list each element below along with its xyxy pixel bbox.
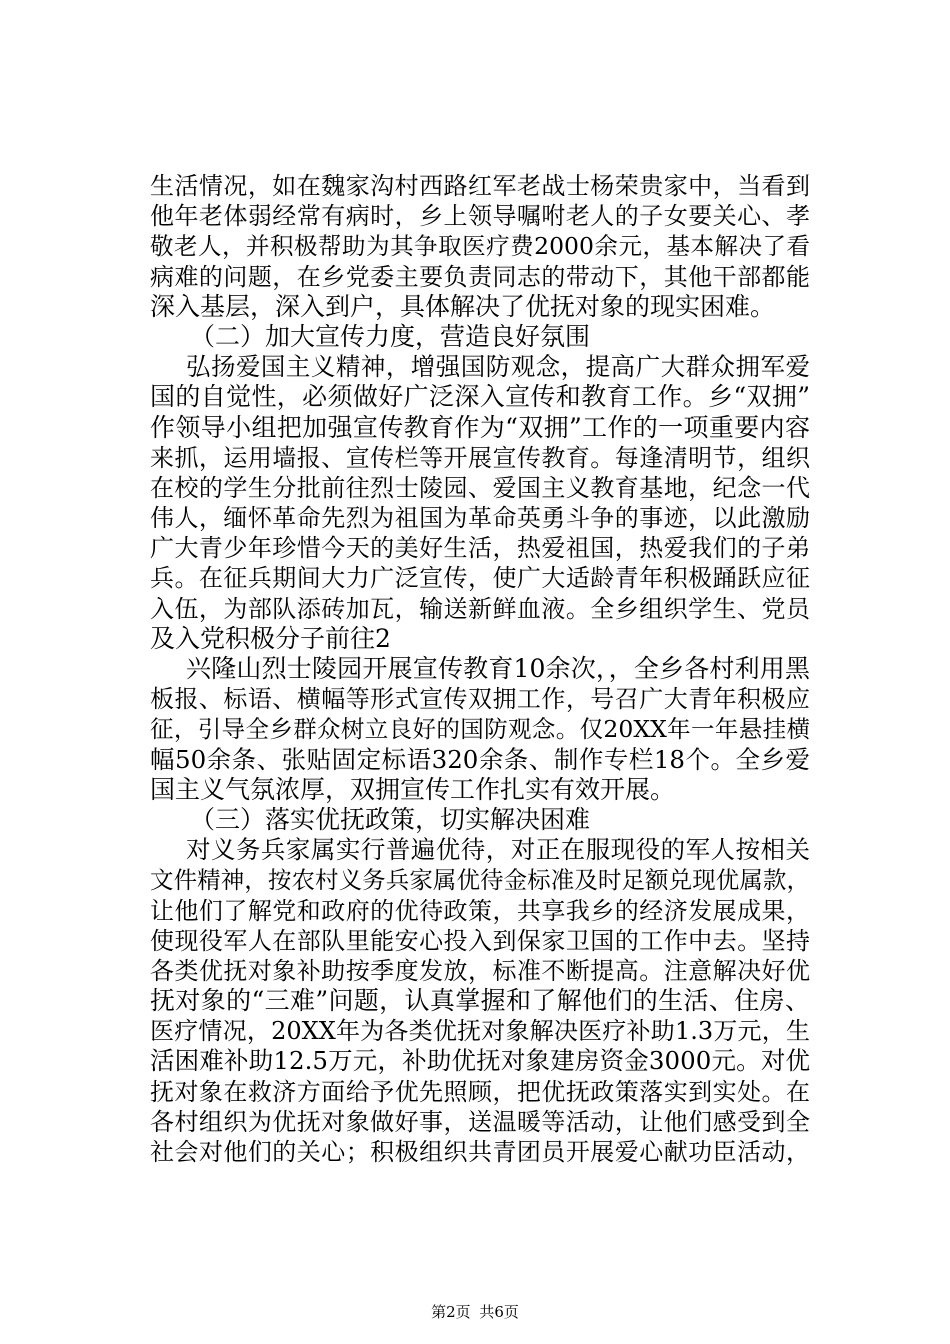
text-line: 各村组织为优抚对象做好事，送温暖等活动，让他们感受到全 xyxy=(150,1107,810,1136)
text-line: 弘扬爱国主义精神，增强国防观念，提高广大群众拥军爱 xyxy=(186,352,810,382)
text-line: 兴隆山烈士陵园开展宣传教育10余次，，全乡各村利用黑 xyxy=(186,654,810,683)
page-footer xyxy=(0,1302,950,1322)
text-line: 他年老体弱经常有病时，乡上领导嘱咐老人的子女要关心、孝 xyxy=(150,202,810,231)
text-line: 国的自觉性，必须做好广泛深入宣传和教育工作。乡“双拥” xyxy=(150,382,810,412)
text-line: 文件精神，按农村义务兵家属优待金标准及时足额兑现优属款， xyxy=(150,866,810,895)
text-line: 在校的学生分批前往烈士陵园、爱国主义教育基地，纪念一代 xyxy=(150,473,810,502)
text-line: 医疗情况，20XX年为各类优抚对象解决医疗补助1.3万元，生 xyxy=(150,1017,810,1046)
text-line: 幅50余条、张贴固定标语320余条、制作专栏18个。全乡爱 xyxy=(150,744,810,774)
page-number: 第2页 xyxy=(431,1303,471,1321)
text-line: 征，引导全乡群众树立良好的国防观念。仅20XX年一年悬挂横 xyxy=(150,715,810,744)
text-line: 抚对象的“三难”问题，认真掌握和了解他们的生活、住房、 xyxy=(150,986,810,1016)
text-line: 伟人，缅怀革命先烈为祖国为革命英勇斗争的事迹，以此激励 xyxy=(150,504,810,533)
text-line: 对义务兵家属实行普遍优待，对正在服现役的军人按相关 xyxy=(186,835,810,865)
text-line: 社会对他们的关心；积极组织共青团员开展爱心献功臣活动， xyxy=(150,1138,810,1166)
text-line: 来抓，运用墙报、宣传栏等开展宣传教育。每逢清明节，组织 xyxy=(150,443,810,472)
text-line: 病难的问题，在乡党委主要负责同志的带动下，其他干部都能 xyxy=(150,262,810,291)
text-line: 生活情况，如在魏家沟村西路红军老战士杨荣贵家中，当看到 xyxy=(150,172,810,200)
text-line: 作领导小组把加强宣传教育作为“双拥”工作的一项重要内容 xyxy=(150,412,810,442)
section-heading: （二）加大宣传力度，营造良好氛围 xyxy=(190,321,591,351)
section-heading: （三）落实优抚政策，切实解决困难 xyxy=(190,804,591,834)
text-line: 兵。在征兵期间大力广泛宣传，使广大适龄青年积极踊跃应征 xyxy=(150,564,810,593)
text-line: 活困难补助12.5万元，补助优抚对象建房资金3000元。对优 xyxy=(150,1046,810,1076)
text-line: 深入基层，深入到户，具体解决了优抚对象的现实困难。 xyxy=(150,291,776,321)
text-line: 入伍，为部队添砖加瓦，输送新鲜血液。全乡组织学生、党员 xyxy=(150,594,810,623)
text-line: 及入党积极分子前往2 xyxy=(150,623,391,653)
text-line: 各类优抚对象补助按季度发放，标准不断提高。注意解决好优 xyxy=(150,956,810,985)
page-total: 共6页 xyxy=(479,1303,519,1321)
text-line: 抚对象在救济方面给予优先照顾，把优抚政策落实到实处。在 xyxy=(150,1077,810,1106)
text-line: 广大青少年珍惜今天的美好生活，热爱祖国，热爱我们的子弟 xyxy=(150,534,810,563)
text-line: 敬老人，并积极帮助为其争取医疗费2000余元，基本解决了看 xyxy=(150,232,810,261)
text-line: 使现役军人在部队里能安心投入到保家卫国的工作中去。坚持 xyxy=(150,926,810,955)
text-line: 国主义气氛浓厚，双拥宣传工作扎实有效开展。 xyxy=(150,774,676,804)
document-body xyxy=(150,171,810,1167)
text-line: 板报、标语、横幅等形式宣传双拥工作，号召广大青年积极应 xyxy=(150,685,810,714)
text-line: 让他们了解党和政府的优待政策，共享我乡的经济发展成果， xyxy=(150,896,810,925)
